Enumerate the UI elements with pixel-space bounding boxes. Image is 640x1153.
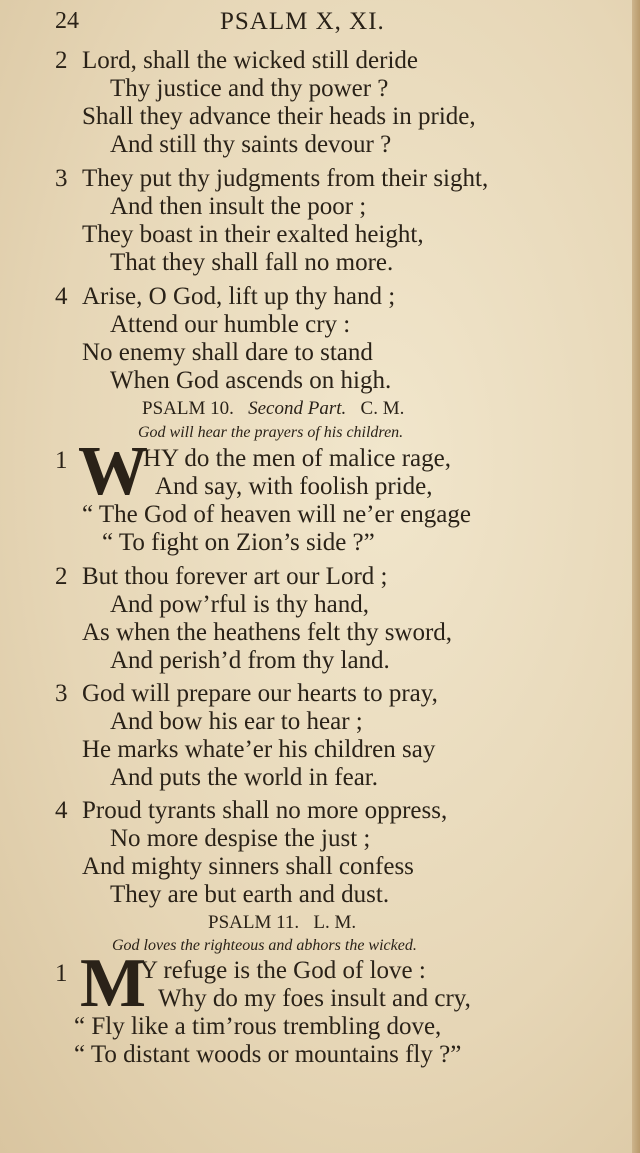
psalm-subtitle: God will hear the prayers of his children.: [138, 424, 404, 441]
verse-line: Y refuge is the God of love :: [140, 957, 426, 984]
verse-line: Why do my foes insult and cry,: [158, 985, 471, 1012]
verse-line: And pow’rful is thy hand,: [110, 591, 369, 618]
running-head: PSALM X, XI.: [220, 8, 385, 35]
verse-number: 3: [55, 165, 68, 192]
verse-number: 4: [55, 283, 68, 310]
verse-line: Shall they advance their heads in pride,: [82, 103, 476, 130]
verse-line: He marks whate’er his children say: [82, 736, 436, 763]
verse-line: They boast in their exalted height,: [82, 221, 424, 248]
page-edge: [632, 0, 640, 1153]
verse-line: “ To distant woods or mountains fly ?”: [74, 1041, 462, 1068]
verse-line: Proud tyrants shall no more oppress,: [82, 797, 448, 824]
verse-line: They are but earth and dust.: [110, 881, 390, 908]
verse-line: Lord, shall the wicked still deride: [82, 47, 419, 74]
psalm-meter: C. M.: [360, 398, 405, 419]
verse-line: No more despise the just ;: [110, 825, 371, 852]
psalm-subtitle: God loves the righteous and abhors the wicked.: [112, 937, 417, 954]
drop-cap: M: [80, 945, 147, 1022]
page-number: 24: [55, 8, 79, 34]
verse-line: “ To fight on Zion’s side ?”: [102, 529, 375, 556]
verse-line: “ The God of heaven will ne’er engage: [82, 501, 471, 528]
verse-line: HY do the men of malice rage,: [143, 445, 451, 472]
verse-line: Arise, O God, lift up thy hand ;: [82, 283, 396, 310]
verse-number: 3: [55, 680, 68, 707]
verse-line: And still thy saints devour ?: [110, 131, 392, 158]
verse-line: And bow his ear to hear ;: [110, 708, 363, 735]
psalm-part: Second Part.: [248, 398, 347, 419]
verse-line: They put thy judgments from their sight,: [82, 165, 489, 192]
psalm-meter: L. M.: [313, 912, 357, 933]
verse-line: And puts the world in fear.: [110, 764, 379, 791]
psalm-number: PSALM 11.: [208, 912, 300, 933]
verse-line: When God ascends on high.: [110, 367, 392, 394]
verse-line: And mighty sinners shall confess: [82, 853, 414, 880]
verse-line: And then insult the poor ;: [110, 193, 367, 220]
verse-number: 4: [55, 797, 68, 824]
verse-number: 1: [55, 447, 68, 474]
verse-line: As when the heathens felt thy sword,: [82, 619, 453, 646]
verse-line: No enemy shall dare to stand: [82, 339, 373, 366]
verse-line: Attend our humble cry :: [110, 311, 351, 338]
verse-number: 1: [55, 960, 68, 987]
psalm-heading: [142, 398, 404, 420]
verse-line: “ Fly like a tim’rous trembling dove,: [74, 1013, 442, 1040]
drop-cap: W: [78, 433, 148, 510]
verse-number: 2: [55, 563, 68, 590]
verse-line: And say, with foolish pride,: [155, 473, 433, 500]
psalm-heading: [208, 912, 356, 934]
verse-line: And perish’d from thy land.: [110, 647, 390, 674]
verse-number: 2: [55, 47, 68, 74]
verse-line: God will prepare our hearts to pray,: [82, 680, 438, 707]
verse-line: But thou forever art our Lord ;: [82, 563, 388, 590]
verse-line: Thy justice and thy power ?: [110, 75, 389, 102]
verse-line: That they shall fall no more.: [110, 249, 394, 276]
psalm-number: PSALM 10.: [142, 398, 234, 419]
